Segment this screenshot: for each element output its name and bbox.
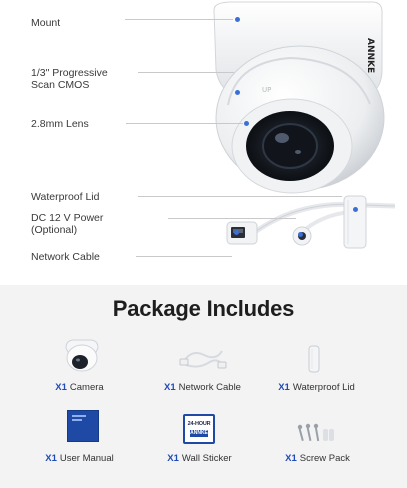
package-item-wall-sticker: X1 Wall Sticker [167,453,232,464]
waterproof-lid-thumbnail [306,344,322,374]
package-item-camera: X1 Camera [55,382,104,393]
package-item-network-cable: X1 Network Cable [164,382,241,393]
lid-dot [353,207,358,212]
network-cable-label: Network Cable [31,251,100,263]
sensor-label: 1/3" Progressive Scan CMOS [31,67,108,91]
sensor-dot [235,90,240,95]
camera-thumbnail [60,334,102,374]
package-item-screw-pack: X1 Screw Pack [285,453,350,464]
waterproof-lid-icon [344,196,366,248]
up-mark: UP [262,86,272,94]
mount-label: Mount [31,17,61,29]
lens-label: 2.8mm Lens [31,118,89,130]
screw-pack-thumbnail [296,423,336,445]
camera-brand-logo: ANNKE [365,38,375,74]
package-item-waterproof-lid: X1 Waterproof Lid [278,382,355,393]
user-manual-thumbnail [67,410,99,442]
waterproof-lid-label: Waterproof Lid [31,191,100,203]
package-title: Package Includes [112,296,295,321]
lens-dot [244,121,249,126]
power-dot [298,232,303,237]
wall-sticker-thumbnail [183,414,215,444]
sticker-brand-text: ANNKE [190,430,208,436]
cable-dot [234,230,239,235]
network-cable-thumbnail [178,345,228,371]
dc-power-label: DC 12 V Power (Optional) [31,212,104,236]
package-item-user-manual: X1 User Manual [45,453,114,464]
sticker-hours-text: 24-HOUR [187,421,211,427]
mount-dot [235,17,240,22]
